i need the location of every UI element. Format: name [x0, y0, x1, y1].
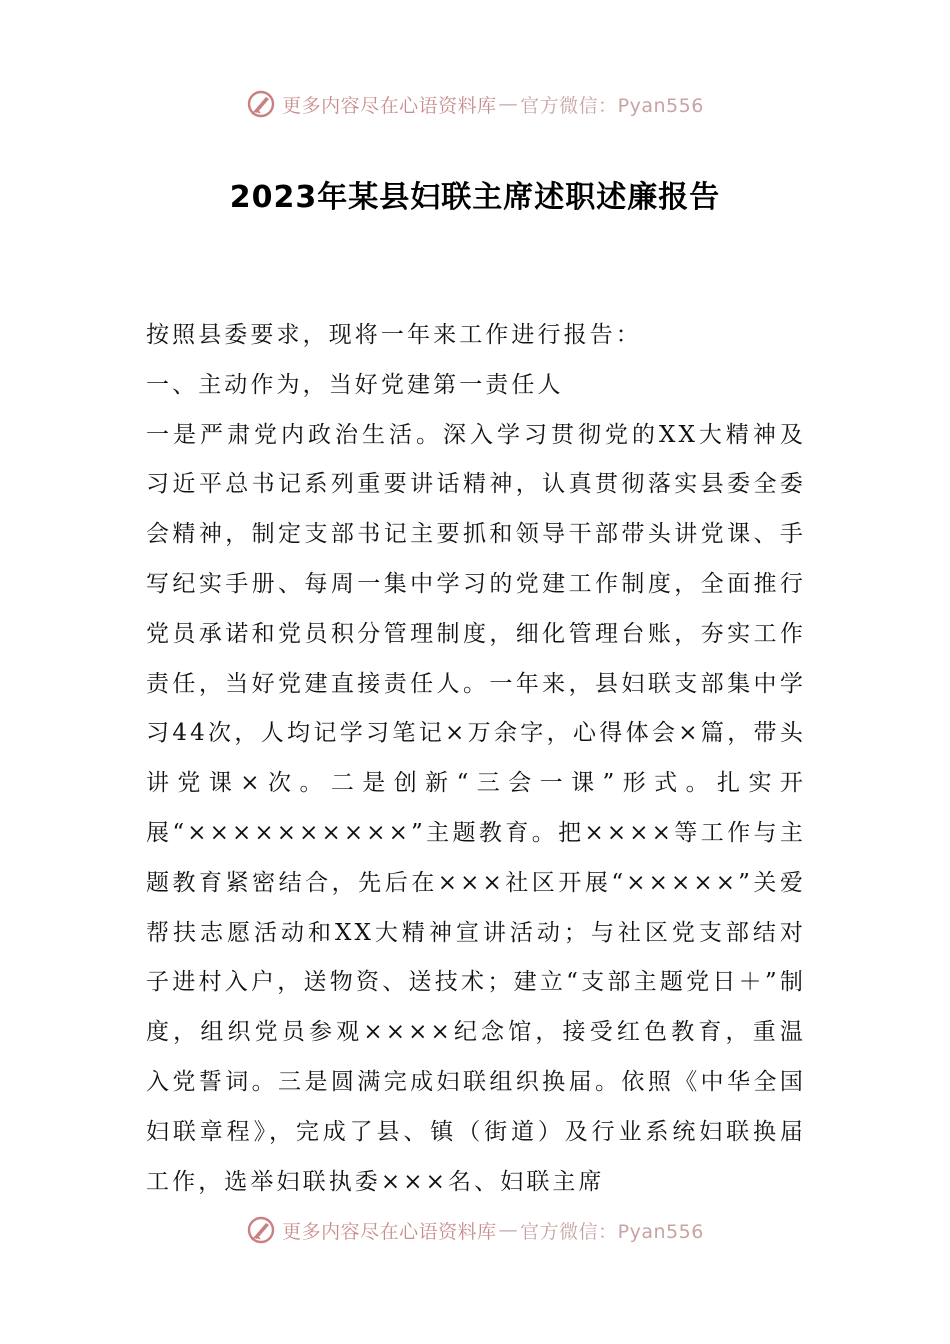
- pen-circle-icon: [246, 89, 276, 119]
- watermark-contact: 官方微信：Pyan556: [520, 1220, 704, 1243]
- section-heading: 一、主动作为，当好党建第一责任人: [146, 371, 564, 398]
- paragraph-body: 一是严肃党内政治生活。深入学习贯彻党的XX大精神及习近平总书记系列重要讲话精神，认真贯彻落实县委全委会精神，制定支部书记主要抓和领导干部带头讲党课、手写纪实手册、每周一集中学习的党建工作制度，全面推行党员承诺和党员积分管理制度，细化管理台账，夯实工作责任，当好党建直接责任人。一年来，县妇联支部集中学习44次，人均记学习笔记×万余字，心得体会×篇，带头讲党课×次。二是创新“三会一课”形式。扎实开展“××××××××××”主题教育。把××××等工作与主题教育紧密结合，先后在×××社区开展“×××××”关爱帮扶志愿活动和XX大精神宣讲活动；与社区党支部结对子进村入户，送物资、送技术；建立“支部主题党日＋”制度，组织党员参观××××纪念馆，接受红色教育，重温入党誓词。三是圆满完成妇联组织换届。依照《中华全国妇联章程》，完成了县、镇（街道）及行业系统妇联换届工作，选举妇联执委×××名、妇联主席: [146, 421, 806, 1195]
- pen-circle-icon: [246, 1215, 276, 1245]
- watermark-brand: 更多内容尽在心语资料库: [282, 1220, 497, 1243]
- watermark-separator: —: [498, 93, 519, 115]
- watermark-contact: 官方微信：Pyan556: [520, 94, 704, 117]
- watermark-separator: —: [498, 1219, 519, 1241]
- watermark-brand: 更多内容尽在心语资料库: [282, 94, 497, 117]
- watermark-footer: [0, 1210, 950, 1250]
- paragraph-intro: 按照县委要求，现将一年来工作进行报告：: [146, 322, 642, 348]
- watermark-header: [0, 84, 950, 124]
- document-title: 2023年某县妇联主席述职述廉报告: [229, 180, 721, 215]
- document-body: [146, 311, 806, 1207]
